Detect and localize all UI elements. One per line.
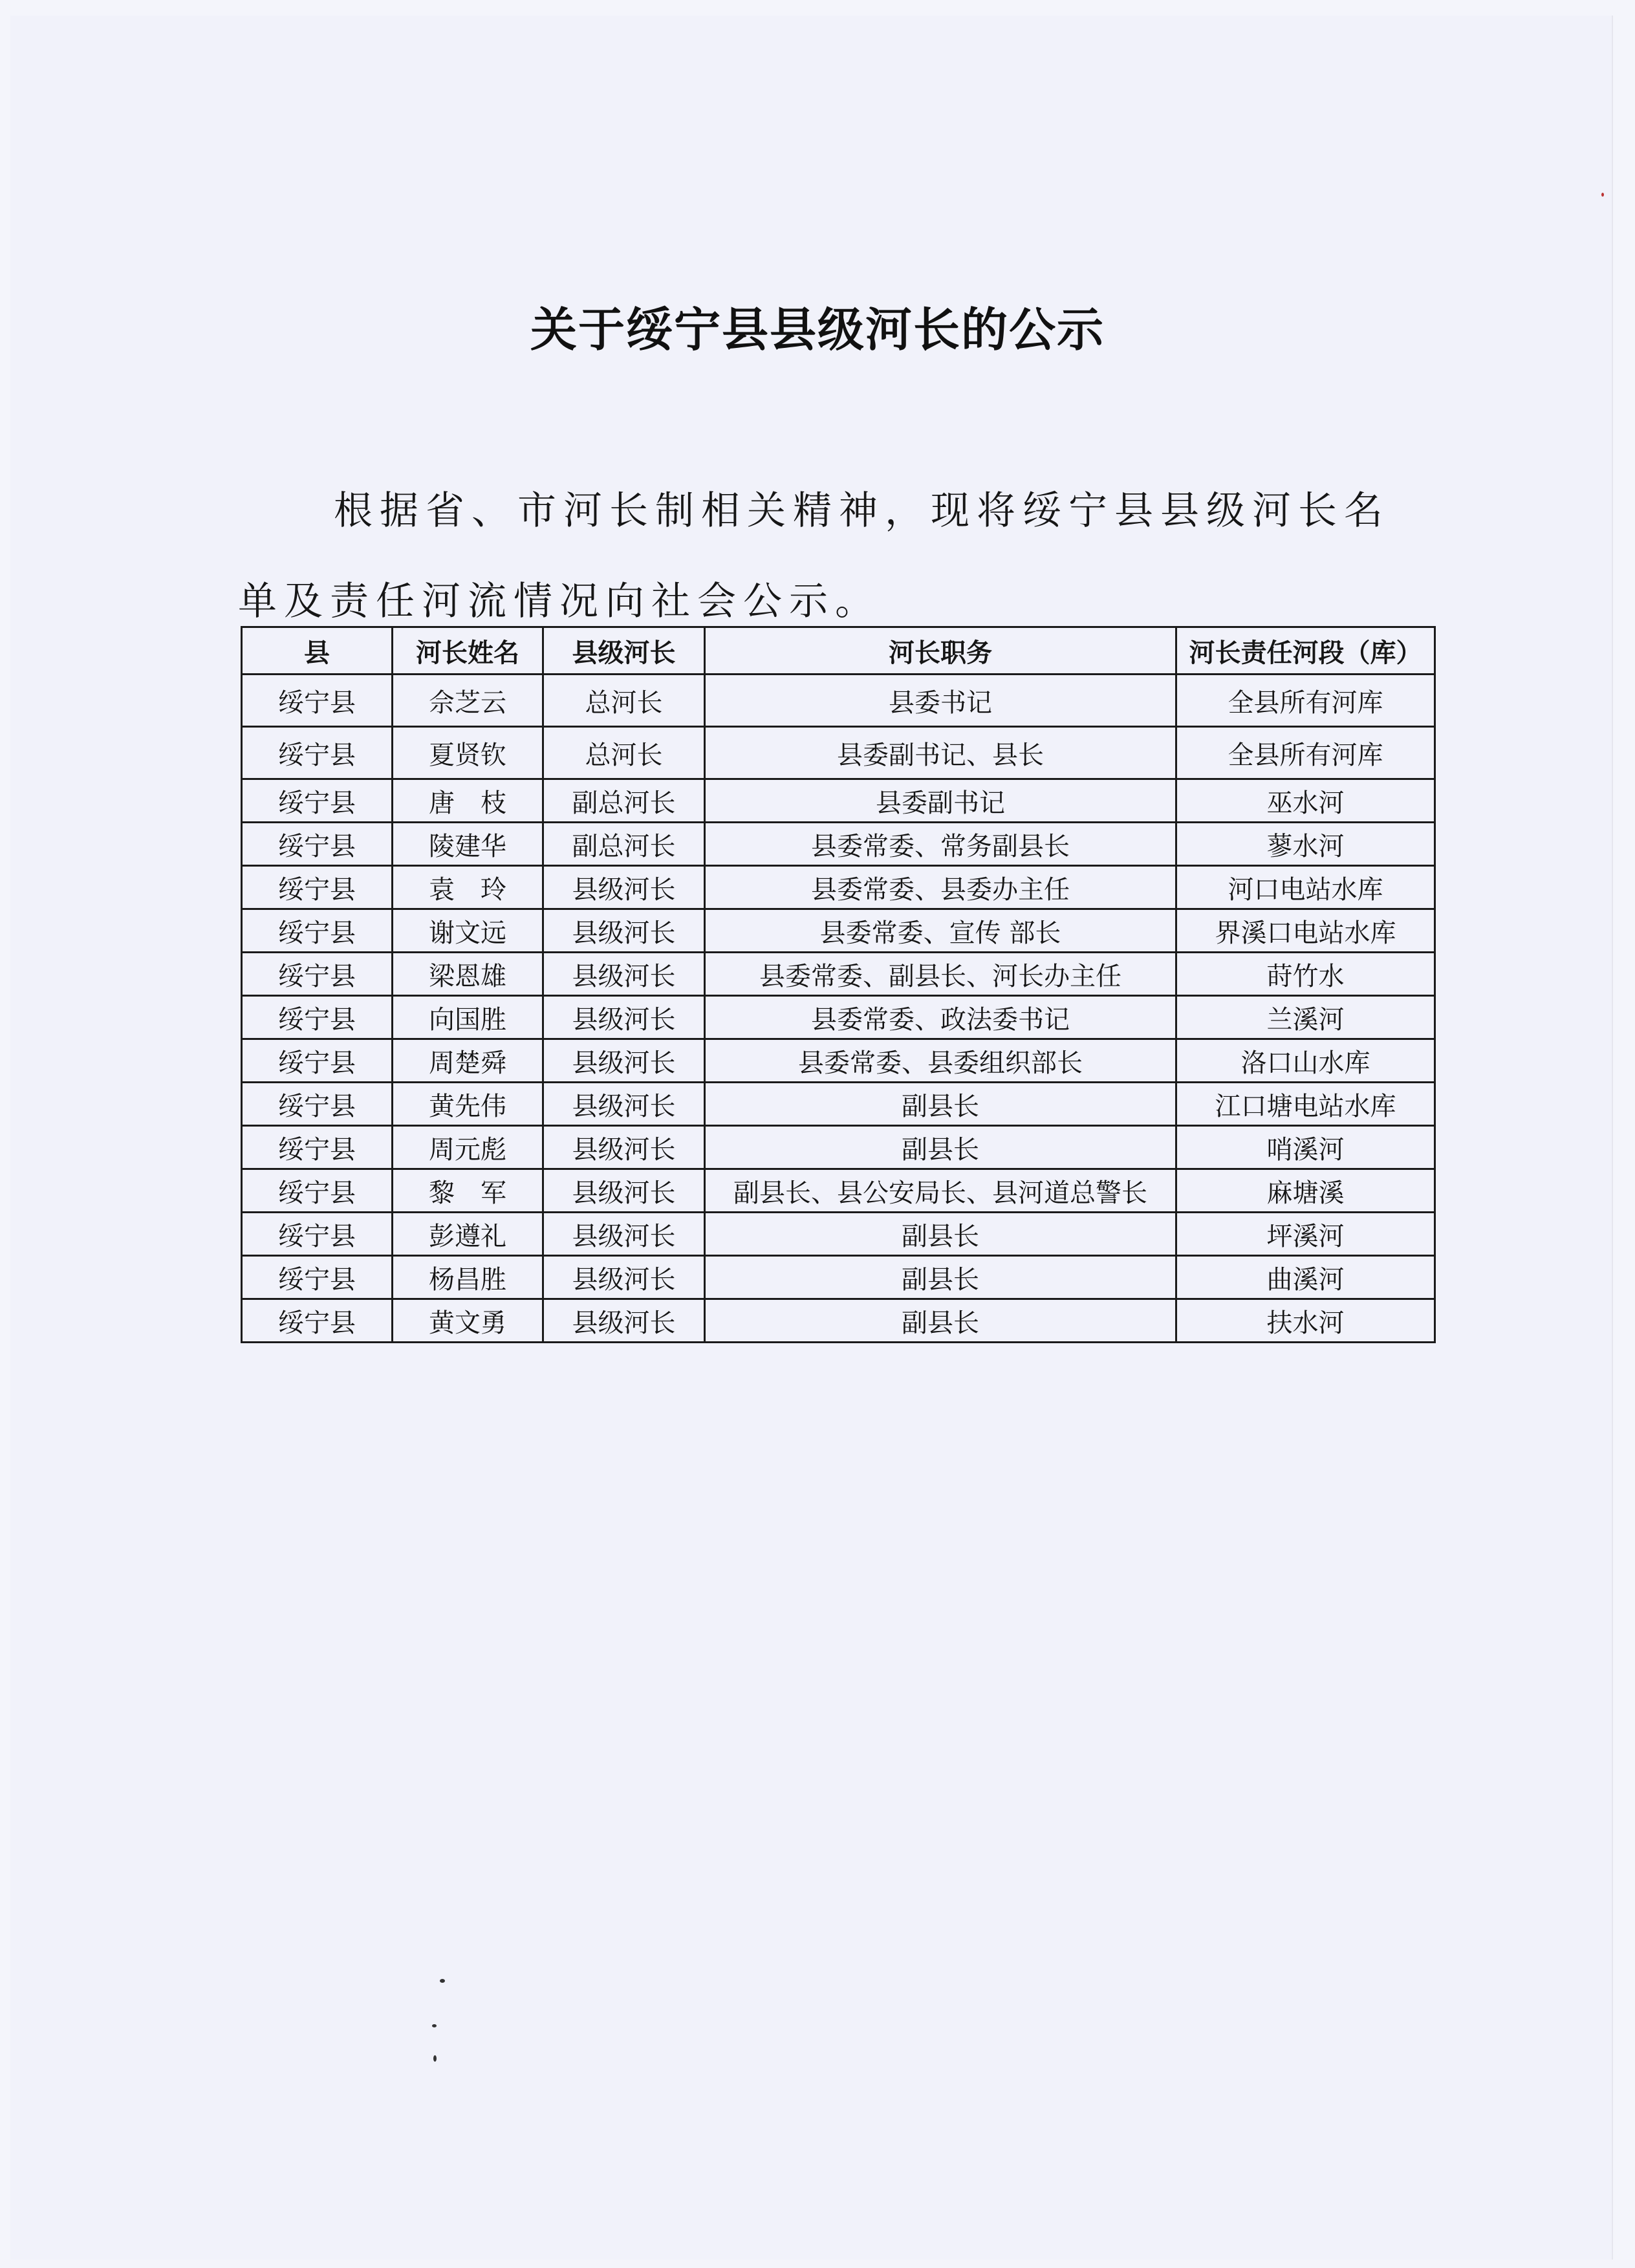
cell-county: 绥宁县 (242, 866, 393, 909)
table-row (242, 1256, 1435, 1299)
cell-chief-name: 佘芝云 (393, 675, 543, 727)
scan-speck (432, 2024, 437, 2027)
table-row (242, 727, 1435, 779)
cell-position: 县委常委、县委办主任 (705, 866, 1176, 909)
cell-chief-name: 谢文远 (393, 909, 543, 953)
cell-county: 绥宁县 (242, 779, 393, 823)
cell-position: 副县长 (705, 1299, 1176, 1343)
cell-chief-name: 黎 军 (393, 1169, 543, 1213)
cell-chief-name: 黄文勇 (393, 1299, 543, 1343)
cell-level: 县级河长 (543, 953, 705, 996)
cell-river-section: 兰溪河 (1176, 996, 1435, 1039)
cell-level: 县级河长 (543, 1039, 705, 1083)
cell-level: 县级河长 (543, 909, 705, 953)
cell-county: 绥宁县 (242, 953, 393, 996)
cell-level: 县级河长 (543, 1256, 705, 1299)
cell-position: 县委副书记、县长 (705, 727, 1176, 779)
cell-river-section: 哨溪河 (1176, 1126, 1435, 1169)
cell-county: 绥宁县 (242, 1083, 393, 1126)
cell-position: 县委常委、副县长、河长办主任 (705, 953, 1176, 996)
table-body (242, 675, 1435, 1343)
cell-level: 总河长 (543, 675, 705, 727)
cell-chief-name: 向国胜 (393, 996, 543, 1039)
cell-chief-name: 黄先伟 (393, 1083, 543, 1126)
cell-position: 副县长 (705, 1083, 1176, 1126)
cell-river-section: 扶水河 (1176, 1299, 1435, 1343)
cell-level: 县级河长 (543, 1169, 705, 1213)
cell-river-section: 巫水河 (1176, 779, 1435, 823)
table-row (242, 779, 1435, 823)
cell-position: 县委副书记 (705, 779, 1176, 823)
table-row (242, 1083, 1435, 1126)
cell-county: 绥宁县 (242, 675, 393, 727)
cell-county: 绥宁县 (242, 1299, 393, 1343)
cell-county: 绥宁县 (242, 1213, 393, 1256)
cell-position: 县委常委、县委组织部长 (705, 1039, 1176, 1083)
cell-county: 绥宁县 (242, 1039, 393, 1083)
table-row (242, 675, 1435, 727)
cell-river-section: 坪溪河 (1176, 1213, 1435, 1256)
cell-level: 县级河长 (543, 866, 705, 909)
cell-county: 绥宁县 (242, 1169, 393, 1213)
cell-river-section: 界溪口电站水库 (1176, 909, 1435, 953)
cell-river-section: 曲溪河 (1176, 1256, 1435, 1299)
cell-chief-name: 彭遵礼 (393, 1213, 543, 1256)
river-chief-table (241, 626, 1436, 1343)
cell-chief-name: 梁恩雄 (393, 953, 543, 996)
cell-county: 绥宁县 (242, 909, 393, 953)
cell-river-section: 全县所有河库 (1176, 675, 1435, 727)
cell-county: 绥宁县 (242, 823, 393, 866)
cell-chief-name: 袁 玲 (393, 866, 543, 909)
cell-river-section: 全县所有河库 (1176, 727, 1435, 779)
cell-chief-name: 唐 枝 (393, 779, 543, 823)
cell-county: 绥宁县 (242, 1256, 393, 1299)
table-row (242, 1213, 1435, 1256)
cell-position: 县委书记 (705, 675, 1176, 727)
cell-river-section: 洛口山水库 (1176, 1039, 1435, 1083)
cell-county: 绥宁县 (242, 1126, 393, 1169)
cell-river-section: 河口电站水库 (1176, 866, 1435, 909)
cell-level: 总河长 (543, 727, 705, 779)
scan-speck (433, 2055, 437, 2062)
cell-county: 绥宁县 (242, 996, 393, 1039)
table-row (242, 1169, 1435, 1213)
cell-level: 县级河长 (543, 1299, 705, 1343)
scan-speck (1601, 193, 1604, 197)
cell-position: 县委常委、常务副县长 (705, 823, 1176, 866)
table-row (242, 1126, 1435, 1169)
cell-county: 绥宁县 (242, 727, 393, 779)
header-chief-name: 河长姓名 (393, 627, 543, 675)
cell-chief-name: 周元彪 (393, 1126, 543, 1169)
cell-level: 县级河长 (543, 1126, 705, 1169)
cell-position: 副县长 (705, 1126, 1176, 1169)
cell-river-section: 江口塘电站水库 (1176, 1083, 1435, 1126)
intro-paragraph: 根据省、市河长制相关精神，现将绥宁县县级河长名单及责任河流情况向社会公示。 (238, 488, 1390, 624)
cell-level: 县级河长 (543, 1083, 705, 1126)
header-position: 河长职务 (705, 627, 1176, 675)
cell-level: 副总河长 (543, 823, 705, 866)
cell-chief-name: 周楚舜 (393, 1039, 543, 1083)
cell-river-section: 莳竹水 (1176, 953, 1435, 996)
header-level: 县级河长 (543, 627, 705, 675)
cell-chief-name: 陵建华 (393, 823, 543, 866)
cell-level: 副总河长 (543, 779, 705, 823)
cell-river-section: 蓼水河 (1176, 823, 1435, 866)
scan-speck (440, 1979, 445, 1983)
cell-chief-name: 杨昌胜 (393, 1256, 543, 1299)
table-row (242, 1039, 1435, 1083)
cell-position: 副县长、县公安局长、县河道总警长 (705, 1169, 1176, 1213)
cell-position: 副县长 (705, 1213, 1176, 1256)
cell-level: 县级河长 (543, 996, 705, 1039)
cell-position: 县委常委、政法委书记 (705, 996, 1176, 1039)
cell-river-section: 麻塘溪 (1176, 1169, 1435, 1213)
cell-position: 副县长 (705, 1256, 1176, 1299)
header-county: 县 (242, 627, 393, 675)
page-title: 关于绥宁县县级河长的公示 (530, 302, 1105, 357)
table-row (242, 866, 1435, 909)
cell-level: 县级河长 (543, 1213, 705, 1256)
table-row (242, 1299, 1435, 1343)
cell-chief-name: 夏贤钦 (393, 727, 543, 779)
table-row (242, 953, 1435, 996)
table-row (242, 909, 1435, 953)
table-row (242, 996, 1435, 1039)
table-header-row (242, 627, 1435, 675)
cell-position: 县委常委、宣传 部长 (705, 909, 1176, 953)
header-river-section: 河长责任河段（库） (1176, 627, 1435, 675)
table-row (242, 823, 1435, 866)
